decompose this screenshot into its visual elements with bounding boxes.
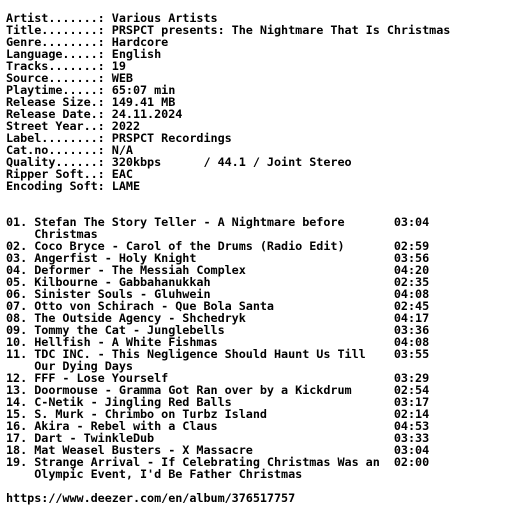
- track-line: 02. Coco Bryce - Carol of the Drums (Radio Edit) 02:59: [6, 239, 430, 253]
- header-line-quality: Quality......: 320kbps / 44.1 / Joint Stereo: [6, 155, 352, 169]
- track-line: 08. The Outside Agency - Shchedryk 04:17: [6, 311, 430, 325]
- header-line-release-size: Release Size.: 149.41 MB: [6, 95, 176, 109]
- track-line: 03. Angerfist - Holy Knight 03:56: [6, 251, 430, 265]
- track-line: 12. FFF - Lose Yourself 03:29: [6, 371, 430, 385]
- track-line: 15. S. Murk - Chrimbo on Turbz Island 02:14: [6, 407, 430, 421]
- track-line: 11. TDC INC. - This Negligence Should Haunt Us Till 03:55: [6, 347, 430, 361]
- track-line: 09. Tommy the Cat - Junglebells 03:36: [6, 323, 430, 337]
- track-line: 14. C-Netik - Jingling Red Balls 03:17: [6, 395, 430, 409]
- album-url-link[interactable]: https://www.deezer.com/en/album/376517757: [6, 491, 296, 505]
- header-line-source: Source.......: WEB: [6, 71, 133, 85]
- header-line-playtime: Playtime.....: 65:07 min: [6, 83, 176, 97]
- track-line: 10. Hellfish - A White Fishmas 04:08: [6, 335, 430, 349]
- header-line-title: Title........: PRSPCT presents: The Nightmare That Is Christmas: [6, 23, 451, 37]
- track-line: 04. Deformer - The Messiah Complex 04:20: [6, 263, 430, 277]
- blank-line: [6, 192, 450, 204]
- header-line-cat-no: Cat.no.......: N/A: [6, 143, 133, 157]
- header-line-genre: Genre........: Hardcore: [6, 35, 169, 49]
- track-line: 17. Dart - TwinkleDub 03:33: [6, 431, 430, 445]
- track-line: 07. Otto von Schirach - Que Bola Santa 02:45: [6, 299, 430, 313]
- release-info-document: [6, 12, 450, 504]
- header-line-ripper-soft: Ripper Soft..: EAC: [6, 167, 133, 181]
- track-line: 13. Doormouse - Gramma Got Ran over by a Kickdrum 02:54: [6, 383, 430, 397]
- header-line-artist: Artist.......: Various Artists: [6, 11, 218, 25]
- track-line: 19. Strange Arrival - If Celebrating Christmas Was an 02:00: [6, 455, 430, 469]
- track-line: 16. Akira - Rebel with a Claus 04:53: [6, 419, 430, 433]
- track-line: 01. Stefan The Story Teller - A Nightmare before 03:04: [6, 215, 430, 229]
- track-line-continuation: Our Dying Days: [6, 359, 133, 373]
- header-line-label: Label........: PRSPCT Recordings: [6, 131, 232, 145]
- header-line-language: Language.....: English: [6, 47, 162, 61]
- header-line-street-year: Street Year..: 2022: [6, 119, 140, 133]
- track-line: 06. Sinister Souls - Gluhwein 04:08: [6, 287, 430, 301]
- track-line-continuation: Christmas: [6, 227, 98, 241]
- track-line: 05. Kilbourne - Gabbahanukkah 02:35: [6, 275, 430, 289]
- header-line-encoding-soft: Encoding Soft: LAME: [6, 179, 140, 193]
- track-line-continuation: Olympic Event, I'd Be Father Christmas: [6, 467, 303, 481]
- header-line-tracks: Tracks.......: 19: [6, 59, 126, 73]
- header-line-release-date: Release Date.: 24.11.2024: [6, 107, 183, 121]
- track-line: 18. Mat Weasel Busters - X Massacre 03:04: [6, 443, 430, 457]
